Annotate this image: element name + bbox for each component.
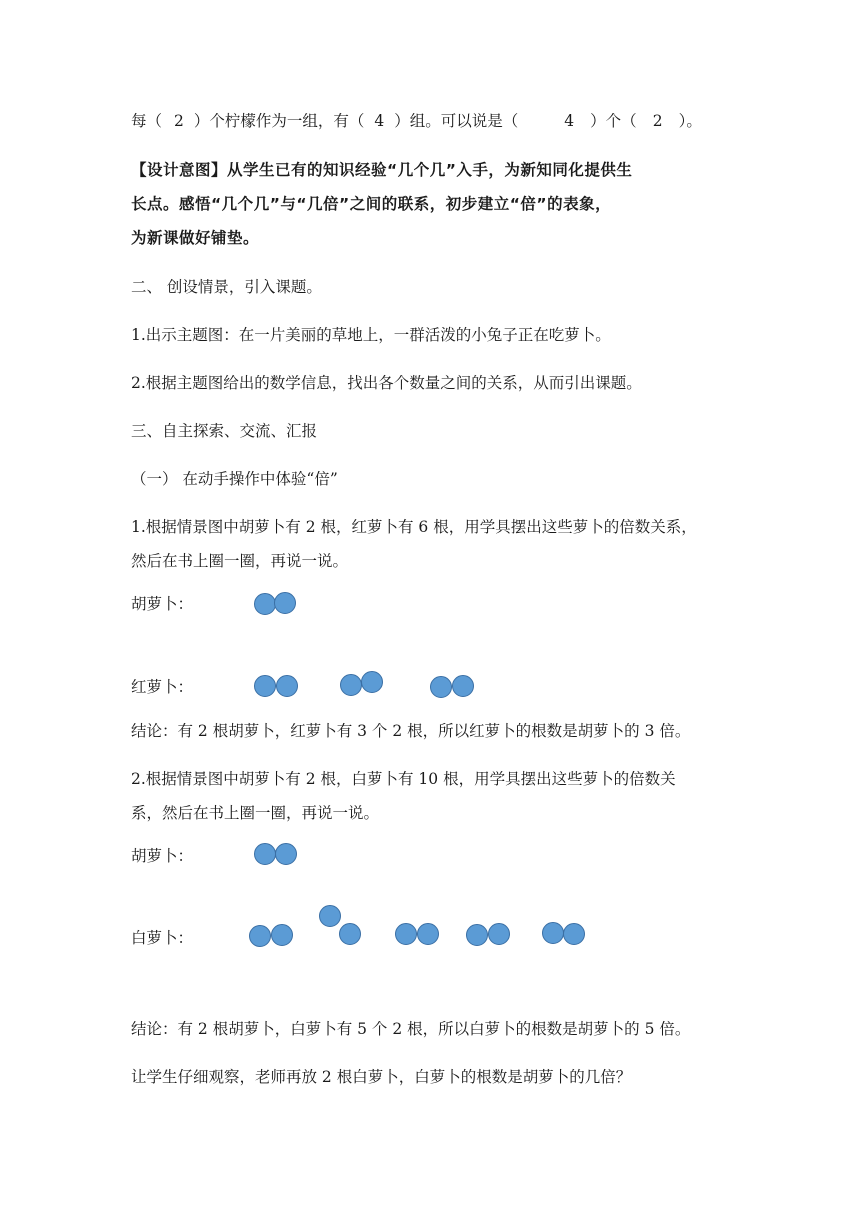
blank-answer-4: 2 — [652, 112, 663, 130]
question-2-line-2: 系，然后在书上圈一圈，再说一说。 — [131, 804, 380, 822]
design-intent-line-3: 为新课做好铺垫。 — [131, 229, 260, 247]
design-intent-line-1: 【设计意图】从学生已有的知识经验“几个几”入手，为新知同化提供生 — [131, 161, 633, 179]
section-3-sub-1: （一） 在动手操作中体验“倍” — [131, 470, 338, 488]
section-2-heading: 二、 创设情景，引入课题。 — [131, 278, 322, 296]
red-radish-counter — [340, 674, 362, 696]
white-radish-counter — [542, 922, 564, 944]
question-2-conclusion: 结论：有 2 根胡萝卜，白萝卜有 5 个 2 根，所以白萝卜的根数是胡萝卜的 5 倍。 — [131, 1020, 691, 1038]
red-radish-counter — [452, 675, 474, 697]
white-radish-counter — [249, 925, 271, 947]
blank-answer-2: 4 — [374, 112, 385, 130]
text-segment: ）个柠檬作为一组，有（ — [193, 112, 365, 130]
section-2-item-1: 1.出示主题图：在一片美丽的草地上，一群活泼的小兔子正在吃萝卜。 — [131, 326, 611, 344]
white-radish-counter — [319, 905, 341, 927]
red-radish-counter — [430, 676, 452, 698]
section-2-item-2: 2.根据主题图给出的数学信息，找出各个数量之间的关系，从而引出课题。 — [131, 374, 642, 392]
white-radish-counter — [563, 923, 585, 945]
white-radish-counter — [339, 923, 361, 945]
text-segment: ）。 — [678, 112, 702, 130]
carrot-counter — [275, 843, 297, 865]
text-segment: 每（ — [131, 112, 163, 130]
white-radish-counter — [488, 923, 510, 945]
red-radish-counter — [254, 675, 276, 697]
blank-answer-1: 2 — [174, 112, 184, 130]
question-1-line-1: 1.根据情景图中胡萝卜有 2 根，红萝卜有 6 根，用学具摆出这些萝卜的倍数关系， — [131, 518, 697, 536]
blank-answer-3: 4 — [564, 112, 575, 130]
red-radish-counter — [276, 675, 298, 697]
red-radish-label: 红萝卜： — [131, 678, 194, 696]
white-radish-counter — [466, 924, 488, 946]
question-1-line-2: 然后在书上圈一圈，再说一说。 — [131, 552, 349, 570]
text-segment: ）个（ — [590, 112, 637, 130]
white-radish-counter — [417, 923, 439, 945]
carrot-label: 胡萝卜： — [131, 595, 194, 613]
carrot-label-2: 胡萝卜： — [131, 847, 194, 865]
carrot-counter — [254, 593, 276, 615]
question-1-conclusion: 结论：有 2 根胡萝卜，红萝卜有 3 个 2 根，所以红萝卜的根数是胡萝卜的 3 倍。 — [131, 722, 691, 740]
lemon-grouping-line — [131, 111, 702, 131]
follow-up-question: 让学生仔细观察，老师再放 2 根白萝卜，白萝卜的根数是胡萝卜的几倍？ — [131, 1068, 632, 1086]
carrot-counter — [274, 592, 296, 614]
text-segment: ）组。可以说是（ — [394, 112, 519, 130]
design-intent-line-2: 长点。感悟“几个几”与“几倍”之间的联系，初步建立“倍”的表象， — [131, 195, 612, 213]
red-radish-counter — [361, 671, 383, 693]
white-radish-counter — [395, 923, 417, 945]
white-radish-counter — [271, 924, 293, 946]
section-3-heading: 三、自主探索、交流、汇报 — [131, 422, 318, 440]
question-2-line-1: 2.根据情景图中胡萝卜有 2 根，白萝卜有 10 根，用学具摆出这些萝卜的倍数关 — [131, 770, 676, 788]
carrot-counter — [254, 843, 276, 865]
white-radish-label: 白萝卜： — [131, 929, 194, 947]
